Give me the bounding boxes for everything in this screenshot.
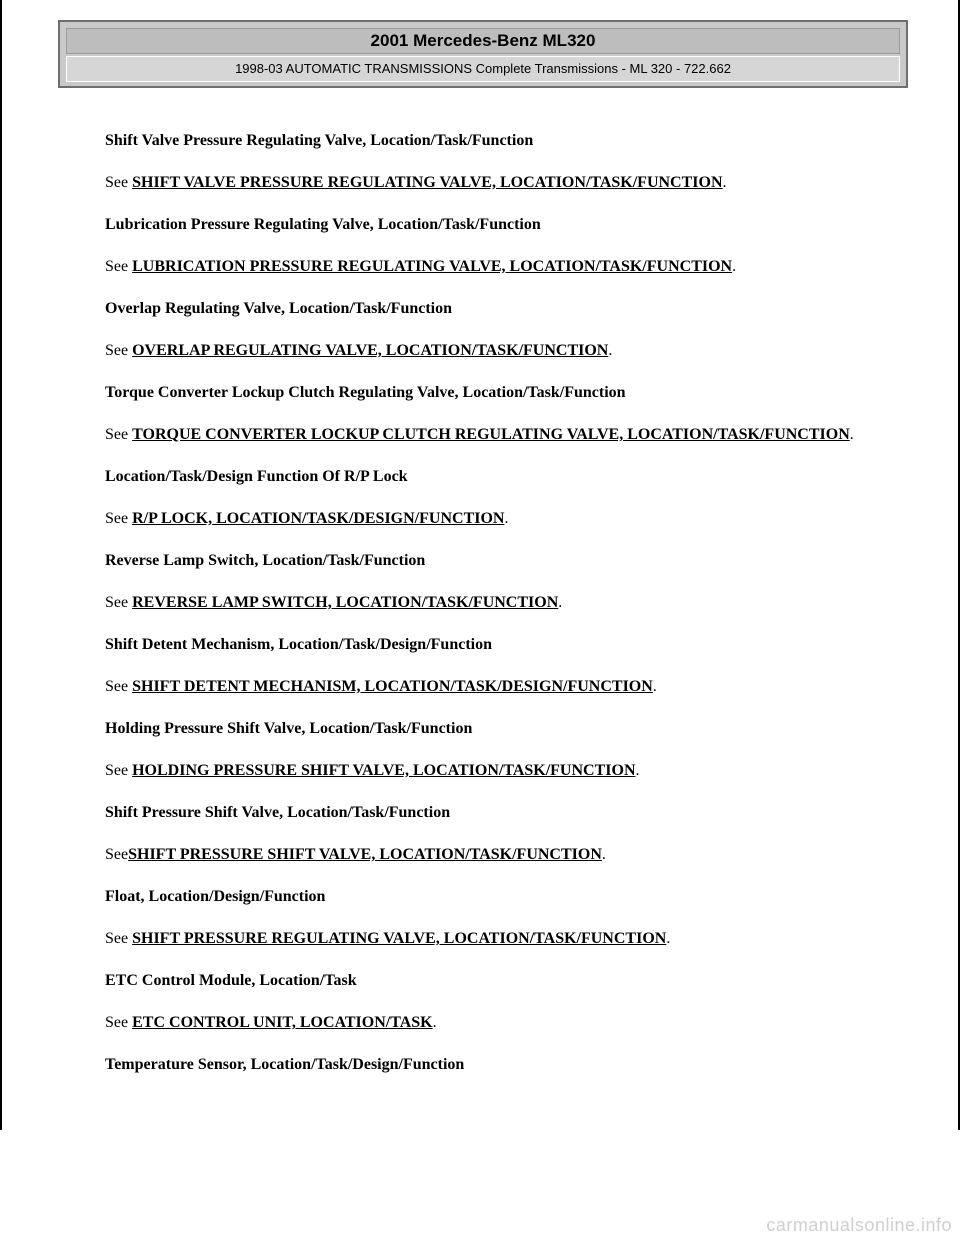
document-body: [105, 130, 885, 1096]
entry: [105, 970, 885, 1034]
entry: [105, 382, 885, 446]
entry: [105, 718, 885, 782]
header-title: 2001 Mercedes-Benz ML320: [66, 28, 900, 54]
entry-heading: ETC Control Module, Location/Task: [105, 972, 357, 989]
see-word: See: [105, 678, 133, 695]
reference-link[interactable]: REVERSE LAMP SWITCH, LOCATION/TASK/FUNCTION: [132, 594, 559, 611]
entry: [105, 886, 885, 950]
see-tail: .: [601, 846, 606, 863]
entry: [105, 1054, 885, 1076]
entry-heading: Holding Pressure Shift Valve, Location/Task/Function: [105, 720, 473, 737]
entry-heading: Location/Task/Design Function Of R/P Lock: [105, 468, 408, 485]
reference-link[interactable]: SHIFT DETENT MECHANISM, LOCATION/TASK/DESIGN/FUNCTION: [132, 678, 653, 695]
see-reference: [105, 928, 885, 950]
see-word: See: [105, 594, 133, 611]
see-reference: [105, 592, 885, 614]
entry: [105, 634, 885, 698]
see-word: See: [105, 846, 129, 863]
entry: [105, 130, 885, 194]
reference-link[interactable]: ETC CONTROL UNIT, LOCATION/TASK: [132, 1014, 433, 1031]
see-tail: .: [558, 594, 563, 611]
reference-link[interactable]: SHIFT PRESSURE REGULATING VALVE, LOCATION/TASK/FUNCTION: [132, 930, 667, 947]
see-word: See: [105, 930, 133, 947]
watermark: carmanualsonline.info: [766, 1215, 952, 1235]
see-reference: [105, 1012, 885, 1034]
document-header: [58, 20, 908, 88]
reference-link[interactable]: R/P LOCK, LOCATION/TASK/DESIGN/FUNCTION: [132, 510, 505, 527]
see-word: See: [105, 510, 133, 527]
see-reference: [105, 256, 885, 278]
reference-link[interactable]: OVERLAP REGULATING VALVE, LOCATION/TASK/FUNCTION: [132, 342, 609, 359]
see-reference: [105, 340, 885, 362]
entry-heading: Overlap Regulating Valve, Location/Task/Function: [105, 300, 453, 317]
reference-link[interactable]: LUBRICATION PRESSURE REGULATING VALVE, LOCATION/TASK/FUNCTION: [132, 258, 733, 275]
entry-heading: Float, Location/Design/Function: [105, 888, 326, 905]
see-word: See: [105, 762, 133, 779]
see-tail: .: [635, 762, 640, 779]
reference-link[interactable]: SHIFT VALVE PRESSURE REGULATING VALVE, LOCATION/TASK/FUNCTION: [132, 174, 723, 191]
see-word: See: [105, 342, 133, 359]
see-tail: .: [732, 258, 737, 275]
see-tail: .: [722, 174, 727, 191]
reference-link[interactable]: TORQUE CONVERTER LOCKUP CLUTCH REGULATING VALVE, LOCATION/TASK/FUNCTION: [132, 426, 850, 443]
entry-heading: Shift Valve Pressure Regulating Valve, Location/Task/Function: [105, 132, 534, 149]
see-word: See: [105, 174, 133, 191]
see-reference: [105, 844, 885, 866]
see-reference: [105, 424, 885, 446]
see-word: See: [105, 258, 133, 275]
entry: [105, 802, 885, 866]
see-tail: .: [666, 930, 671, 947]
entry-heading: Shift Detent Mechanism, Location/Task/Design/Function: [105, 636, 492, 653]
see-reference: [105, 508, 885, 530]
see-reference: [105, 676, 885, 698]
header-subtitle: 1998-03 AUTOMATIC TRANSMISSIONS Complete Transmissions - ML 320 - 722.662: [66, 56, 900, 82]
entry: [105, 298, 885, 362]
see-tail: .: [432, 1014, 437, 1031]
see-word: See: [105, 426, 133, 443]
see-reference: [105, 760, 885, 782]
reference-link[interactable]: SHIFT PRESSURE SHIFT VALVE, LOCATION/TASK/FUNCTION: [128, 846, 602, 863]
entry: [105, 550, 885, 614]
see-word: See: [105, 1014, 133, 1031]
see-tail: .: [849, 426, 854, 443]
entry-heading: Shift Pressure Shift Valve, Location/Task/Function: [105, 804, 451, 821]
see-tail: .: [504, 510, 509, 527]
entry-heading: Temperature Sensor, Location/Task/Design/Function: [105, 1056, 465, 1073]
see-reference: [105, 172, 885, 194]
entry-heading: Reverse Lamp Switch, Location/Task/Function: [105, 552, 426, 569]
entry-heading: Lubrication Pressure Regulating Valve, Location/Task/Function: [105, 216, 541, 233]
entry: [105, 214, 885, 278]
page-border-left: [0, 0, 2, 1130]
entry-heading: Torque Converter Lockup Clutch Regulating Valve, Location/Task/Function: [105, 384, 626, 401]
reference-link[interactable]: HOLDING PRESSURE SHIFT VALVE, LOCATION/TASK/FUNCTION: [132, 762, 636, 779]
see-tail: .: [608, 342, 613, 359]
see-tail: .: [652, 678, 657, 695]
entry: [105, 466, 885, 530]
